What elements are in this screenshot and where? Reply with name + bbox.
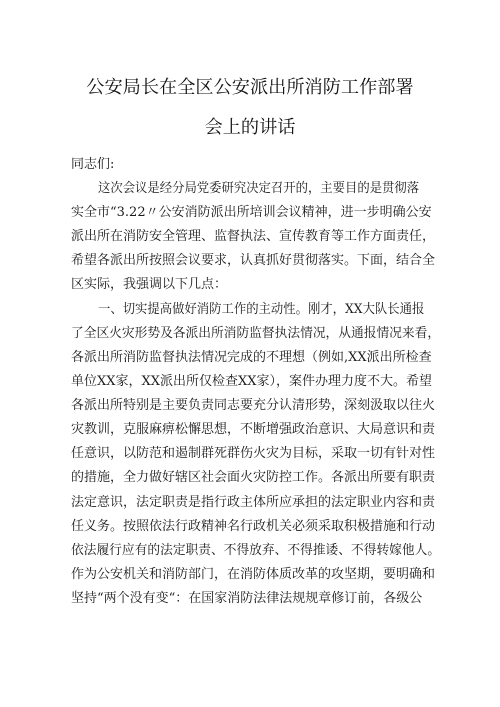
paragraph-line: 希望各派出所按照会议要求，认真抓好贯彻落实。下面，结合全 [71, 253, 436, 268]
paragraph-line: 灾教训，克服麻痹松懈思想，不断增强政治意识、大局意识和责 [71, 422, 436, 437]
paragraph-line: 了全区火灾形势及各派出所消防监督执法情况，从通报情况来看， [71, 326, 441, 341]
paragraph-line: 任意识，以防范和遏制群死群伤火灾为目标，采取一切有针对性 [71, 446, 436, 461]
paragraph-line: 实全市“3.22〃公安消防派出所培训会议精神，进一步明确公安 [71, 205, 432, 220]
paragraph-line: 的措施，全力做好辖区社会面火灾防控工作。各派出所要有职责 [71, 470, 436, 485]
paragraph-line: 作为公安机关和消防部门，在消防体质改革的攻坚期，要明确和 [71, 567, 436, 582]
document-title-line-2: 会上的讲话 [204, 117, 296, 138]
salutation: 同志们: [71, 157, 115, 172]
paragraph-line: 任义务。按照依法行政精神名行政机关必须采取积极措施和行动 [71, 519, 436, 534]
paragraph-line: 各派出所消防监督执法情况完成的不理想（例如,XX派出所检查 [71, 350, 432, 365]
document-title-line-1: 公安局长在全区公安派出所消防工作部署 [86, 77, 414, 98]
paragraph-line: 依法履行应有的法定职责、不得放弃、不得推诿、不得转嫁他人。 [71, 543, 441, 558]
paragraph-line: 各派出所特别是主要负责同志要充分认清形势，深刻汲取以往火 [71, 398, 436, 413]
paragraph-line: 这次会议是经分局党委研究决定召开的，主要目的是贯彻落 [98, 181, 420, 196]
paragraph-line: 坚持“两个没有变“：在国家消防法律法规规章修订前，各级公 [71, 591, 423, 606]
paragraph-line: 派出所在消防安全管理、监督执法、宣传教育等工作方面责任， [71, 229, 436, 244]
paragraph-line: 单位XX家，XX派出所仅检查XX家），案件办理力度不大。希望 [71, 374, 433, 389]
paragraph-line: 法定意识，法定职责是指行政主体所应承担的法定职业内容和责 [71, 495, 436, 510]
paragraph-line: 区实际，我强调以下几点： [71, 277, 228, 292]
paragraph-line: 一、切实提高做好消防工作的主动性。刚才，XX大队长通报 [98, 302, 425, 317]
